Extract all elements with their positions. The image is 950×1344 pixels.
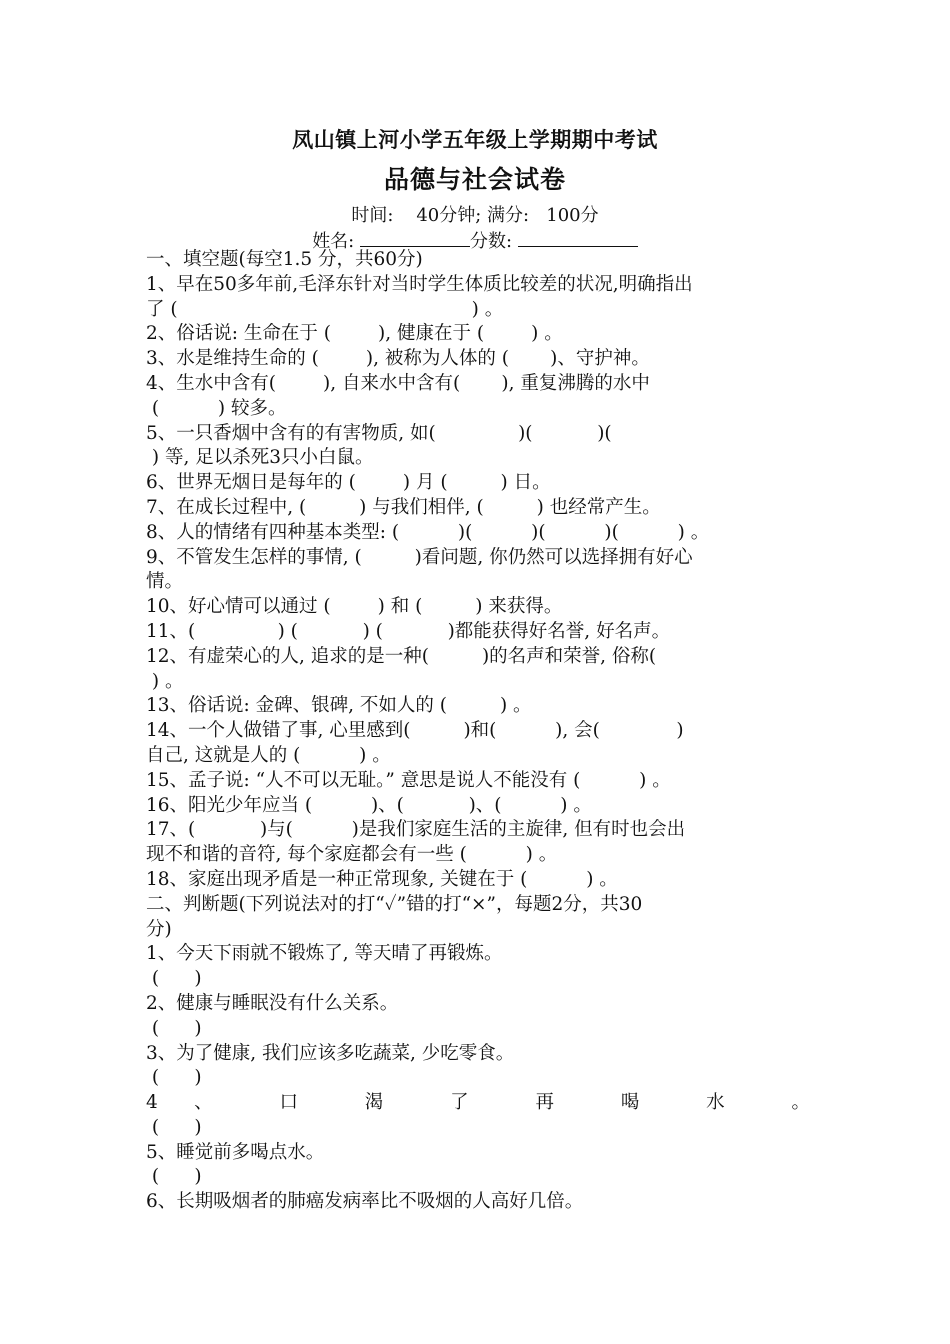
question-line: 1、今天下雨就不锻炼了, 等天晴了再锻炼。 — [146, 943, 503, 965]
answer-bracket: ( ) — [146, 1166, 202, 1188]
question-line: 7、在成长过程中, ( ) 与我们相伴, ( ) 也经常产生。 — [146, 496, 661, 518]
question-line: 6、世界无烟日是每年的 ( ) 月 ( ) 日。 — [146, 472, 551, 494]
time-score-info: 时间: 40分钟; 满分: 100分 — [351, 205, 599, 226]
section-heading-fill-blank: 一、填空题(每空1.5 分，共60分) — [146, 249, 423, 270]
question-line: 自己, 这就是人的 ( ) 。 — [146, 744, 391, 766]
question-line: ) 等, 足以杀死3只小白鼠。 — [146, 447, 374, 469]
name-label: 姓名: — [312, 231, 355, 252]
question-line: 3、为了健康, 我们应该多吃蔬菜, 少吃零食。 — [146, 1042, 515, 1064]
question-line: 18、家庭出现矛盾是一种正常现象, 关键在于 ( ) 。 — [146, 868, 618, 890]
question-line: 15、孟子说: “人不可以无耻。” 意思是说人不能没有 ( ) 。 — [146, 769, 671, 791]
exam-subtitle: 品德与社会试卷 — [383, 165, 566, 194]
question-line: 3、水是维持生命的 ( ), 被称为人体的 ( )、守护神。 — [146, 348, 650, 370]
question-line: 12、有虚荣心的人, 追求的是一种( )的名声和荣誉, 俗称( — [146, 645, 657, 667]
score-blank[interactable] — [518, 229, 638, 247]
question-line: 5、睡觉前多喝点水。 — [146, 1141, 325, 1163]
question-line: 5、一只香烟中含有的有害物质, 如( )( )( — [146, 422, 612, 444]
score-label: 分数: — [470, 231, 513, 252]
section-heading-true-false: 二、判断题(下列说法对的打“✓”错的打“×”，每题2分，共30 — [146, 893, 643, 915]
question-line: 14、一个人做错了事, 心里感到( )和( ), 会( ) — [146, 720, 684, 742]
question-line: 8、人的情绪有四种基本类型: ( )( )( )( ) 。 — [146, 521, 710, 543]
question-line: 2、俗话说: 生命在于 ( ), 健康在于 ( ) 。 — [146, 323, 563, 345]
question-line: 6、长期吸烟者的肺癌发病率比不吸烟的人高好几倍。 — [146, 1191, 584, 1213]
question-line: 9、不管发生怎样的事情, ( )看问题, 你仍然可以选择拥有好心 — [146, 546, 693, 568]
question-line: 17、( )与( )是我们家庭生活的主旋律, 但有时也会出 — [146, 819, 686, 841]
question-line: 16、阳光少年应当 ( )、( )、( ) 。 — [146, 794, 592, 816]
section-heading-cont: 分) — [146, 918, 172, 940]
question-line: 情。 — [146, 571, 184, 593]
answer-bracket: ( ) — [146, 1017, 202, 1039]
question-line: 13、俗话说: 金碑、银碑, 不如人的 ( ) 。 — [146, 695, 532, 717]
question-body — [146, 248, 810, 1215]
question-line: 了 ( ) 。 — [146, 298, 504, 320]
question-line: 11、( ) ( ) ( )都能获得好名誉, 好名声。 — [146, 620, 671, 642]
question-line: ( ) 较多。 — [146, 397, 287, 419]
answer-bracket: ( ) — [146, 1067, 202, 1089]
name-blank[interactable] — [360, 229, 470, 247]
question-line: 现不和谐的音符, 每个家庭都会有一些 ( ) 。 — [146, 844, 558, 866]
answer-bracket: ( ) — [146, 1116, 202, 1138]
question-line: 1、早在50多年前,毛泽东针对当时学生体质比较差的状况,明确指出 — [146, 273, 693, 295]
question-line: 4 、 口 渴 了 再 喝 水 。 — [146, 1092, 810, 1114]
question-line: ) 。 — [146, 670, 184, 692]
answer-bracket: ( ) — [146, 968, 202, 990]
question-line: 2、健康与睡眠没有什么关系。 — [146, 992, 399, 1014]
exam-title: 凤山镇上河小学五年级上学期期中考试 — [292, 128, 658, 152]
question-line: 4、生水中含有( ), 自来水中含有( ), 重复沸腾的水中 — [146, 372, 650, 394]
question-line: 10、好心情可以通过 ( ) 和 ( ) 来获得。 — [146, 596, 563, 618]
